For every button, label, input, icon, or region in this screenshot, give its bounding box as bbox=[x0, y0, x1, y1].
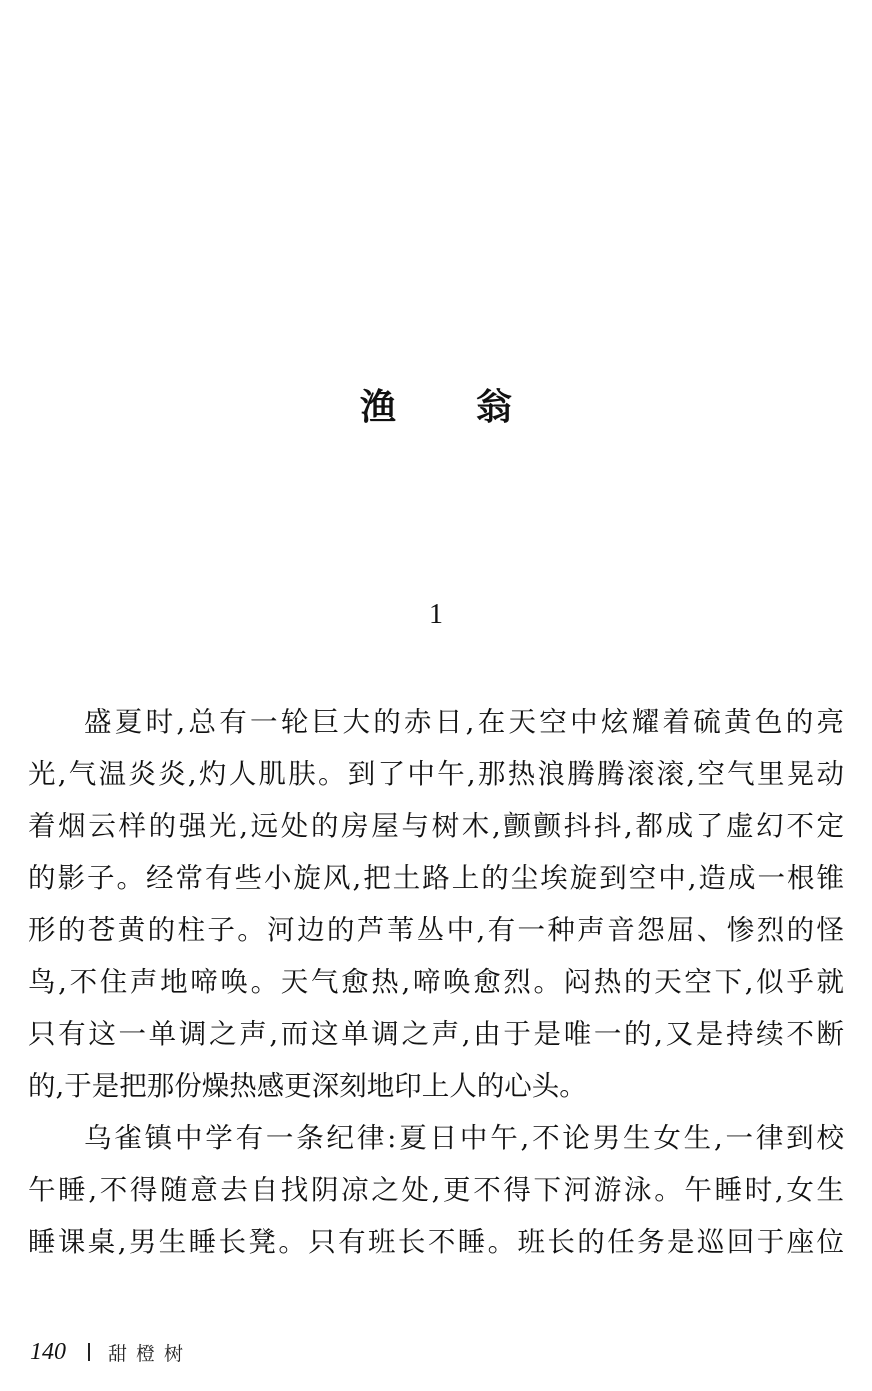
text-line: 着烟云样的强光,远处的房屋与树木,颤颤抖抖,都成了虚幻不定 bbox=[28, 810, 844, 842]
text-line: 形的苍黄的柱子。河边的芦苇丛中,有一种声音怨屈、惨烈的怪 bbox=[28, 914, 844, 946]
footer-divider bbox=[88, 1343, 90, 1361]
chapter-title bbox=[0, 384, 872, 432]
page-number: 140 bbox=[30, 1338, 66, 1365]
text-line: 乌雀镇中学有一条纪律:夏日中午,不论男生女生,一律到校 bbox=[84, 1122, 844, 1154]
text-line: 睡课桌,男生睡长凳。只有班长不睡。班长的任务是巡回于座位 bbox=[28, 1226, 844, 1258]
text-line: 盛夏时,总有一轮巨大的赤日,在天空中炫耀着硫黄色的亮 bbox=[84, 706, 844, 738]
text-line: 鸟,不住声地啼唤。天气愈热,啼唤愈烈。闷热的天空下,似乎就 bbox=[28, 966, 844, 998]
paragraph bbox=[28, 700, 844, 1116]
paragraph bbox=[28, 1116, 844, 1272]
text-line: 午睡,不得随意去自找阴凉之处,更不得下河游泳。午睡时,女生 bbox=[28, 1174, 844, 1206]
text-line: 的影子。经常有些小旋风,把土路上的尘埃旋到空中,造成一根锥 bbox=[28, 862, 844, 894]
text-line: 的,于是把那份燥热感更深刻地印上人的心头。 bbox=[28, 1070, 587, 1102]
chapter-title-char: 渔 bbox=[359, 387, 396, 428]
page-footer bbox=[30, 1334, 192, 1370]
text-line: 光,气温炎炎,灼人肌肤。到了中午,那热浪腾腾滚滚,空气里晃动 bbox=[28, 758, 844, 790]
text-line: 只有这一单调之声,而这单调之声,由于是唯一的,又是持续不断 bbox=[28, 1018, 844, 1050]
running-book-title: 甜橙树 bbox=[108, 1342, 193, 1365]
section-number: 1 bbox=[429, 599, 443, 630]
body-text bbox=[28, 700, 844, 1272]
chapter-title-char: 翁 bbox=[476, 387, 513, 428]
